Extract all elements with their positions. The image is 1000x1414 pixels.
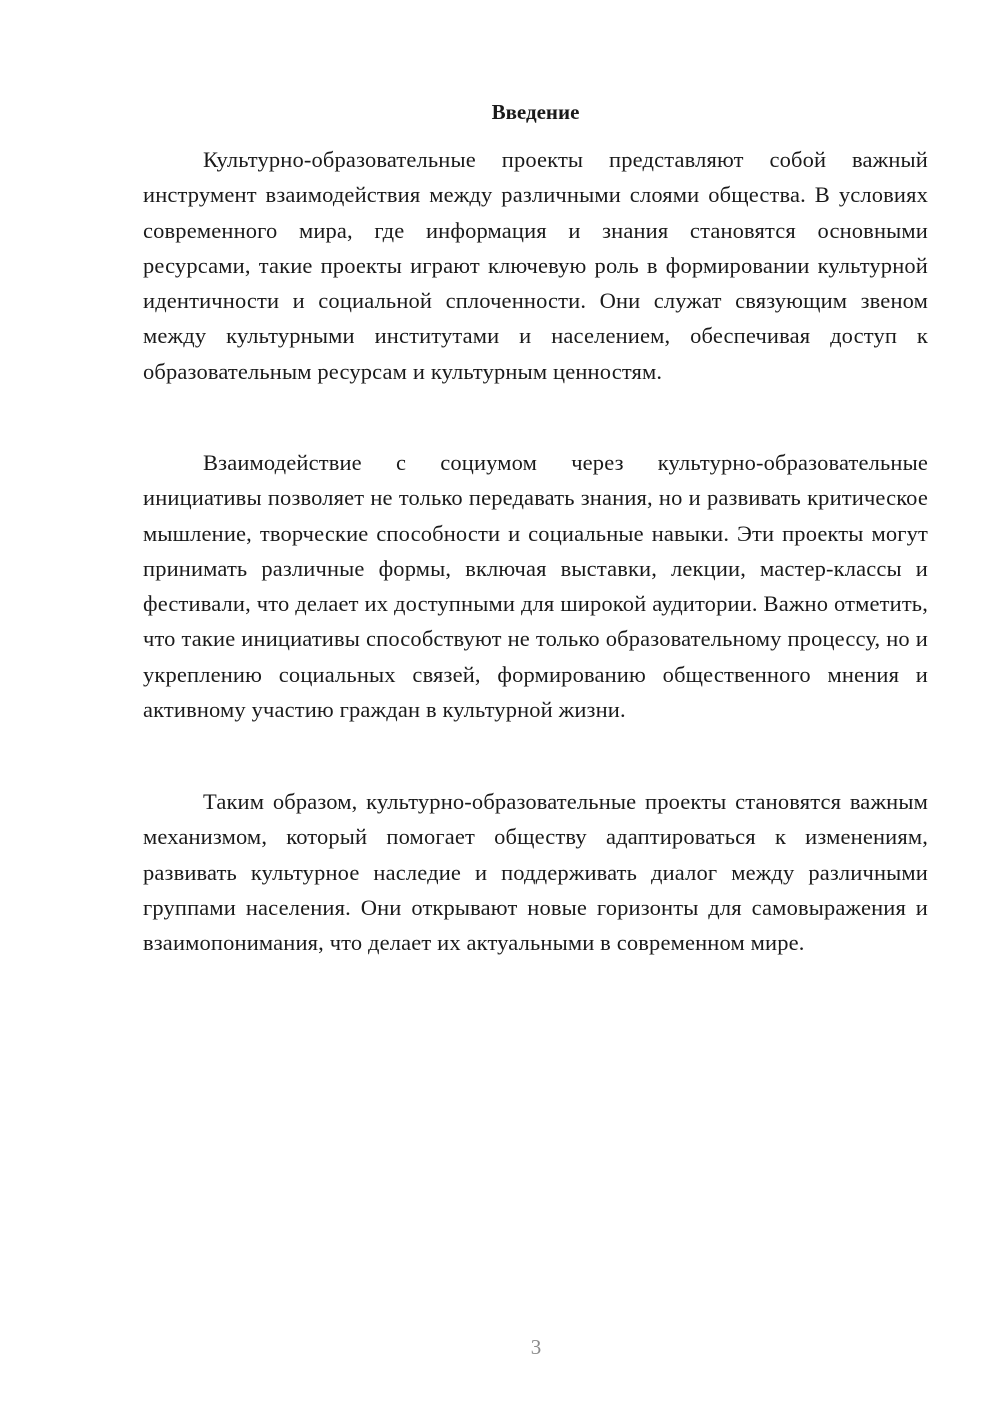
paragraph-2: Взаимодействие с социумом через культурно-образовательные инициативы позволяет не только передавать знания, но и развивать критическое мышление, творческие способности и социальные навыки. Эти проекты могут принимать различные формы, включая выставки, лекции, мастер-классы и фестивали, что делает их доступными для широкой аудитории. Важно отметить, что такие инициативы способствуют не только образовательному процессу, но и укреплению социальных связей, формированию общественного мнения и активному участию граждан в культурной жизни.	[143, 450, 928, 723]
paragraph-1: Культурно-образовательные проекты представляют собой важный инструмент взаимодействия между различными слоями общества. В условиях современного мира, где информация и знания становятся основными ресурсами, такие проекты играют ключевую роль в формировании культурной идентичности и социальной сплоченности. Они служат связующим звеном между культурными институтами и населением, обеспечивая доступ к образовательным ресурсам и культурным ценностям.	[143, 147, 928, 384]
section-title: Введение	[491, 100, 580, 124]
paragraph-3: Таким образом, культурно-образовательные проекты становятся важным механизмом, который помогает обществу адаптироваться к изменениям, развивать культурное наследие и поддерживать диалог между различными группами населения. Они открывают новые горизонты для самовыражения и взаимопонимания, что делает их актуальными в современном мире.	[143, 789, 928, 956]
page-number: 3	[530, 1335, 542, 1359]
